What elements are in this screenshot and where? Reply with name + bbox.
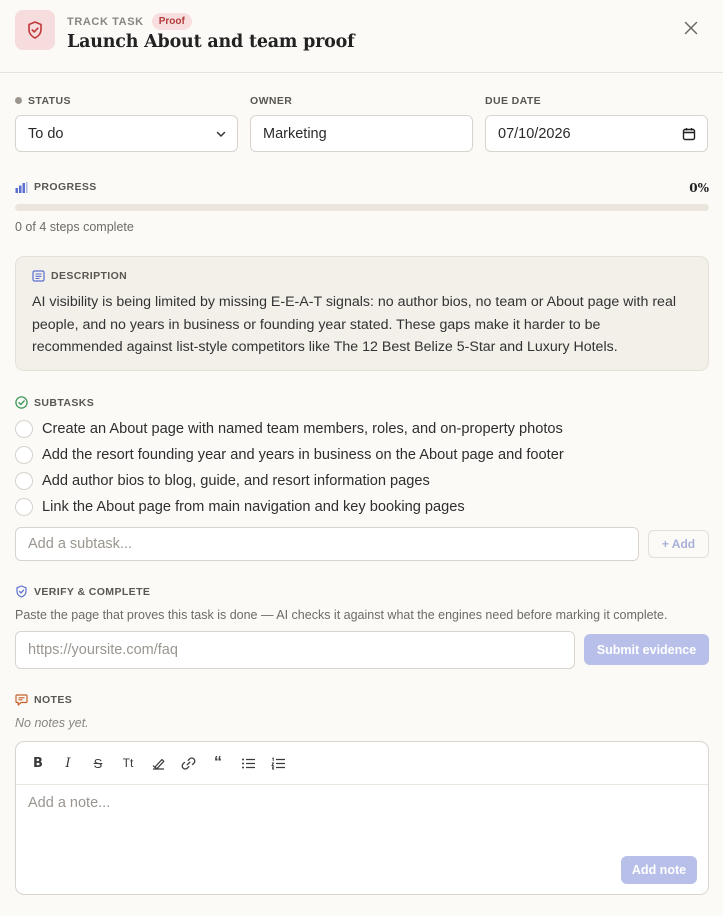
quote-button[interactable]: “ xyxy=(214,754,222,771)
bar-chart-icon xyxy=(15,182,28,193)
subtask-item xyxy=(15,442,709,468)
subtask-checkbox[interactable] xyxy=(15,446,33,464)
description-label: DESCRIPTION xyxy=(51,270,128,282)
status-dot-icon xyxy=(15,97,22,104)
task-fields xyxy=(15,94,708,152)
due-label-row xyxy=(485,94,708,107)
status-label: STATUS xyxy=(28,94,71,107)
progress-steps: 0 of 4 steps complete xyxy=(15,220,134,234)
add-subtask-row xyxy=(15,527,709,561)
task-title: Launch About and team proof xyxy=(67,32,355,52)
due-date-value: 07/10/2026 xyxy=(498,125,571,142)
chat-bubble-icon xyxy=(15,694,28,706)
notes-label: NOTES xyxy=(34,694,73,706)
description-text: AI visibility is being limited by missing E-E-A-T signals: no author bios, no team or About page with real people, and no years in business or founding year stated. These gaps make it harder to be recommended against list-style competitors like The 12 Best Belize 5-Star and Luxury Hotels. xyxy=(32,294,676,355)
subtask-list xyxy=(15,416,709,520)
shield-icon xyxy=(15,10,55,50)
evidence-url-placeholder: https://yoursite.com/faq xyxy=(28,642,178,658)
owner-value: Marketing xyxy=(263,125,327,142)
description-card xyxy=(15,256,709,371)
document-icon xyxy=(32,270,45,282)
notes-section xyxy=(15,694,709,895)
subtask-text: Add author bios to blog, guide, and resort information pages xyxy=(42,473,430,489)
kicker-text: TRACK TASK xyxy=(67,15,144,28)
subtasks-label-row xyxy=(15,396,709,409)
highlight-button[interactable] xyxy=(149,754,167,772)
bullet-list-icon xyxy=(241,757,256,770)
strikethrough-button[interactable]: S xyxy=(93,755,103,771)
notes-empty-text: No notes yet. xyxy=(15,716,89,730)
subtask-checkbox[interactable] xyxy=(15,498,33,516)
progress-section xyxy=(15,181,709,234)
subtask-text: Link the About page from main navigation and key booking pages xyxy=(42,499,465,515)
subtask-item xyxy=(15,468,709,494)
note-input-placeholder[interactable]: Add a note... xyxy=(28,795,111,811)
verify-label-row xyxy=(15,585,709,598)
subtask-item xyxy=(15,416,709,442)
progress-label: PROGRESS xyxy=(34,181,97,193)
owner-label: OWNER xyxy=(250,94,293,107)
text-size-button[interactable]: Tt xyxy=(122,756,134,770)
numbered-list-button[interactable] xyxy=(269,754,287,772)
submit-evidence-button[interactable]: Submit evidence xyxy=(584,634,709,665)
task-header xyxy=(0,0,723,73)
owner-input[interactable] xyxy=(250,115,473,152)
header-kicker xyxy=(67,13,192,30)
verify-hint: Paste the page that proves this task is done — AI checks it against what the engines need before marking it complete. xyxy=(15,608,668,622)
status-field xyxy=(15,94,238,152)
owner-label-row xyxy=(250,94,473,107)
check-circle-icon xyxy=(15,396,28,409)
add-subtask-input[interactable] xyxy=(15,527,639,561)
link-button[interactable] xyxy=(179,754,197,772)
numbered-list-icon xyxy=(271,757,286,770)
status-value: To do xyxy=(28,125,64,142)
bold-button[interactable]: B xyxy=(33,755,43,771)
verify-label: VERIFY & COMPLETE xyxy=(34,585,151,598)
add-subtask-button[interactable]: + Add xyxy=(648,530,709,558)
evidence-url-input[interactable] xyxy=(15,631,575,669)
close-icon xyxy=(684,21,698,35)
status-select[interactable] xyxy=(15,115,238,152)
add-subtask-placeholder: Add a subtask... xyxy=(28,536,132,552)
due-date-label: DUE DATE xyxy=(485,94,542,107)
status-label-row xyxy=(15,94,238,107)
subtasks-section xyxy=(15,396,709,561)
notes-label-row xyxy=(15,694,709,706)
subtask-text: Add the resort founding year and years in business on the About page and footer xyxy=(42,447,564,463)
close-button[interactable] xyxy=(681,18,701,38)
subtask-text: Create an About page with named team members, roles, and on-property photos xyxy=(42,421,563,437)
due-date-input[interactable] xyxy=(485,115,708,152)
proof-badge: Proof xyxy=(152,13,192,30)
subtasks-label: SUBTASKS xyxy=(34,396,95,409)
subtask-checkbox[interactable] xyxy=(15,472,33,490)
chevron-down-icon xyxy=(215,128,227,140)
description-label-row xyxy=(32,270,692,282)
owner-field xyxy=(250,94,473,152)
due-date-field xyxy=(485,94,708,152)
italic-button[interactable]: I xyxy=(65,755,71,771)
progress-label-row xyxy=(15,181,709,193)
add-note-button[interactable]: Add note xyxy=(621,856,697,884)
bullet-list-button[interactable] xyxy=(239,754,257,772)
subtask-checkbox[interactable] xyxy=(15,420,33,438)
note-editor xyxy=(15,741,709,895)
verify-row xyxy=(15,631,709,669)
link-icon xyxy=(181,756,196,771)
subtask-item xyxy=(15,494,709,520)
verify-section xyxy=(15,585,709,669)
shield-check-icon xyxy=(15,585,28,598)
progress-bar xyxy=(15,204,709,211)
calendar-icon[interactable] xyxy=(682,127,696,141)
editor-toolbar xyxy=(16,742,708,785)
highlighter-icon xyxy=(151,756,166,771)
progress-percent: 0% xyxy=(689,181,709,195)
